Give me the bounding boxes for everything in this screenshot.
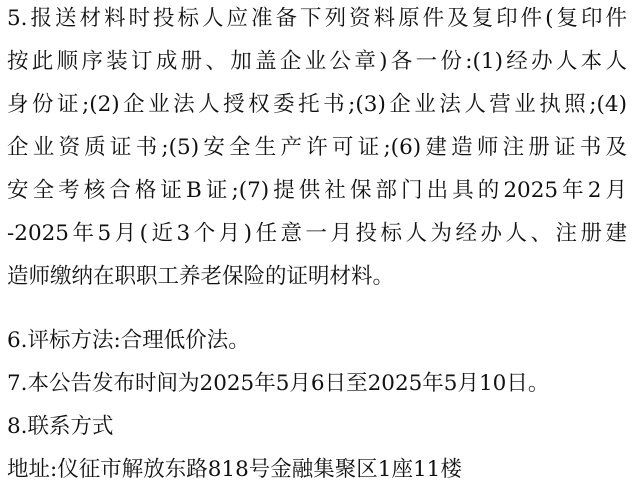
text-line-item-5-part-2: 按此顺序装订成册、加盖企业公章)各一份:(1)经办人本人 — [7, 49, 627, 74]
text-line-address: 地址:仪征市解放东路818号金融集聚区1座11楼 — [7, 457, 462, 482]
text-line-item-8-contact-heading: 8.联系方式 — [7, 414, 114, 439]
text-line-item-5-part-5: 安全考核合格证B证;(7)提供社保部门出具的2025年2月 — [7, 178, 627, 203]
text-line-item-5-part-3: 身份证;(2)企业法人授权委托书;(3)企业法人营业执照;(4) — [7, 92, 627, 117]
text-line-item-5-part-6: -2025年5月(近3个月)任意一月投标人为经办人、注册建 — [7, 221, 627, 246]
text-line-item-5-part-7: 造师缴纳在职职工养老保险的证明材料。 — [7, 264, 395, 289]
text-line-item-7-publish-period: 7.本公告发布时间为2025年5月6日至2025年5月10日。 — [7, 371, 550, 396]
text-line-item-5-part-1: 5.报送材料时投标人应准备下列资料原件及复印件(复印件 — [7, 6, 627, 31]
text-line-item-5-part-4: 企业资质证书;(5)安全生产许可证;(6)建造师注册证书及 — [7, 135, 627, 160]
text-line-item-6-evaluation-method: 6.评标方法:合理低价法。 — [7, 328, 250, 353]
